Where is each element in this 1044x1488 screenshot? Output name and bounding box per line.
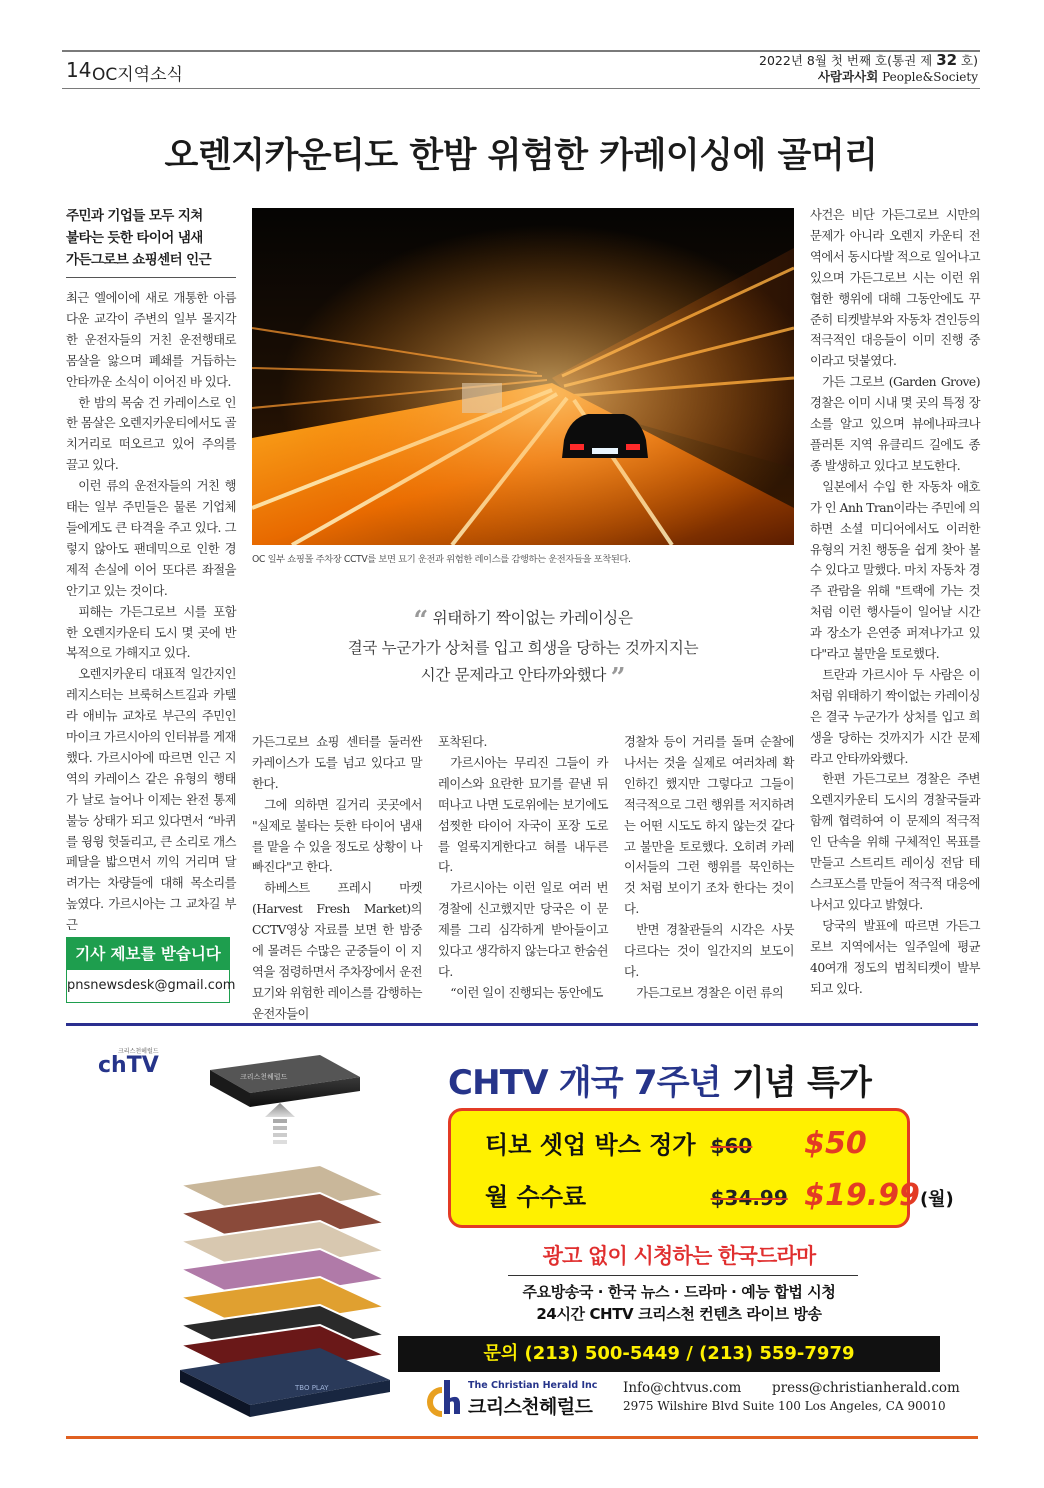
chtv-logo-text: chTV — [98, 1053, 159, 1078]
subhead-line: 가든그로브 쇼핑센터 인근 — [66, 252, 212, 268]
photo-caption: OC 일부 쇼핑몰 주차장 CCTV를 보면 묘기 운전과 위험한 레이스를 감행하는 운전자들을 포착된다. — [252, 554, 631, 565]
article-headline: 오렌지카운티도 한밤 위험한 카레이싱에 골머리 — [164, 136, 878, 176]
price2-old: $34.99 — [710, 1186, 788, 1210]
chtv-logo-small: 크리스천헤럴드 — [118, 1048, 159, 1055]
tv-box-and-screens-icon — [170, 1045, 400, 1425]
ad-feature-line-1: 주요방송국 · 한국 뉴스 · 드라마 · 예능 합법 시청 — [522, 1283, 836, 1301]
ad-divider — [508, 1275, 858, 1276]
open-quote-icon: “ — [413, 606, 428, 636]
product-illustration — [170, 1045, 400, 1425]
article-column-1 — [66, 288, 236, 936]
price-row-box — [485, 1125, 867, 1161]
price2-suffix: (월) — [919, 1189, 954, 1210]
paragraph: 트란과 가르시아 두 사람은 이처럼 위태하기 짝이없는 카레이싱은 결국 누군가가 상처를 입고 희생을 당하는 것까지가 시간 문제라고 안타까와했다. — [810, 667, 980, 766]
article-column-4 — [624, 732, 794, 1004]
page-number: 14 — [66, 58, 92, 82]
tip-box-title: 기사 제보를 받습니다 — [67, 938, 229, 970]
close-quote-icon: ” — [610, 663, 626, 693]
ad-title-black: 기념 특가 — [720, 1063, 872, 1103]
ad-top-border — [66, 1023, 978, 1026]
subhead-line: 불타는 듯한 타이어 냄새 — [66, 230, 203, 246]
paragraph: 경찰차 등이 거리를 돌며 순찰에 나서는 것을 실제로 여러차례 확인하긴 했지만 그렇다고 그들이 적극적으로 그런 행위를 저지하려는 어떤 시도도 하지 않는것 같다고 불만을 토로했다. 오히려 카레이서들의 그런 행위를 묵인하는 것 처럼 보이기 조차 한다는 것이다. — [624, 735, 794, 917]
ad-email-press[interactable]: press@christianherald.com — [772, 1380, 960, 1396]
paragraph: 사건은 비단 가든그로브 시만의 문제가 아니라 오렌지 카운티 전역에서 동시다발 적으로 일어나고 있으며 가든그로브 시는 이런 위협한 행위에 대해 그동안에도 꾸준히 티켓발부와 자동차 견인등의 적극적인 대응들이 이미 진행 중이라고 덧붙였다. — [810, 208, 980, 369]
price1-new: $50 — [804, 1126, 867, 1161]
price2-label: 월 수수료 — [485, 1183, 587, 1211]
quote-line: 시간 문제라고 안타까와했다 — [420, 666, 607, 684]
article-column-2 — [252, 732, 422, 1025]
paragraph: 피해는 가든그로브 시를 포함한 오렌지카운티 도시 몇 곳에 반복적으로 가해지고 있다. — [66, 604, 236, 661]
chtv-logo — [98, 1046, 159, 1078]
price2-new: $19.99 — [804, 1178, 920, 1213]
issue-prefix: 2022년 8월 첫 번째 호(통권 제 — [759, 53, 937, 68]
subhead-rule — [66, 277, 236, 278]
price1-old: $60 — [710, 1134, 753, 1158]
publication-ko: 사람과사회 — [817, 69, 879, 84]
price-box — [448, 1108, 954, 1228]
section-title: OC지역소식 — [92, 65, 183, 85]
ad-bottom-border — [66, 1436, 978, 1439]
paragraph: “이런 일이 진행되는 동안에도 — [450, 985, 603, 1000]
ad-address: 2975 Wilshire Blvd Suite 100 Los Angeles, CA 90010 — [623, 1399, 946, 1413]
paragraph: 반면 경찰관들의 시각은 사뭇 다르다는 것이 일간지의 보도이다. — [624, 923, 794, 979]
paragraph: 당국의 발표에 따르면 가든그로브 지역에서는 일주일에 평균 40여개 정도의 범칙티켓이 발부되고 있다. — [810, 918, 980, 996]
paragraph: 그에 의하면 길거리 곳곳에서 "실제로 불타는 듯한 타이어 냄새를 맡을 수 있을 정도로 상황이 나빠진다"고 한다. — [252, 797, 422, 875]
publication-en: People&Society — [882, 70, 978, 84]
paragraph: 이런 류의 운전자들의 거친 행태는 일부 주민들은 물론 기업체들에게도 큰 타격을 주고 있다. 그렇지 않아도 팬데믹으로 인한 경제적 손실에 이어 또다른 좌절을 안기고 있는 것이다. — [66, 479, 236, 598]
ad-title-blue: CHTV 개국 7주년 — [448, 1063, 721, 1103]
paragraph: 가든 그로브 (Garden Grove) 경찰은 이미 시내 몇 곳의 특정 장소를 알고 있으며 뷰에나파크나 플러톤 지역 유클리드 길에도 종종 발생하고 있다고 보도한다. — [810, 375, 980, 473]
tip-box-email[interactable]: pnsnewsdesk@gmail.com — [67, 978, 236, 993]
paragraph: 일본에서 수입 한 자동차 애호가 인 Anh Tran이라는 주민에 의하면 소셜 미디어에서도 이러한 유형의 거친 행동을 쉽게 찾아 볼 수 있다고 말했다. 마치 자동차 경주 관람을 위해 "트랙에 가는 것처럼 이런 행사들이 일어날 시간과 장소가 은연중 퍼져나가고 있다"라고 불만을 토로했다. — [810, 479, 981, 662]
paragraph: 가든그로브 쇼핑 센터를 둘러싼 카레이스가 도를 넘고 있다고 말한다. — [252, 735, 422, 791]
subhead-line: 주민과 기업들 모두 지쳐 — [66, 208, 203, 224]
paragraph: 가르시아는 무리진 그들이 카레이스와 요란한 묘기를 끝낸 뒤 떠나고 나면 도로위에는 보기에도 섬찟한 타이어 자국이 포장 도로를 얼룩지게한다고 혀를 내두른다. — [438, 755, 608, 875]
ad-red-tagline: 광고 없이 시청하는 한국드라마 — [542, 1244, 816, 1268]
player-brand: TBO PLAY — [295, 1384, 329, 1392]
ad-title — [448, 1055, 871, 1104]
article-subheads — [66, 205, 236, 271]
pull-quote — [252, 605, 794, 692]
issue-suffix: 호) — [957, 53, 978, 68]
paragraph: 가든그로브 경찰은 이런 류의 — [636, 985, 784, 1000]
paragraph: 최근 엘에이에 새로 개통한 아름다운 교각이 주변의 일부 몰지각한 운전자들의 거친 운전행태로 몸살을 앓으며 폐쇄를 거듭하는 안타까운 소식이 이어진 바 있다. — [66, 291, 236, 389]
article-column-3 — [438, 732, 608, 1004]
ad-feature-line-2: 24시간 CHTV 크리스천 컨텐츠 라이브 방송 — [536, 1305, 822, 1323]
paragraph: 포착된다. — [438, 735, 487, 749]
price-row-monthly — [485, 1177, 954, 1213]
article-column-5 — [810, 205, 980, 999]
article-photo — [252, 208, 794, 545]
issue-number: 32 — [936, 51, 958, 69]
night-highway-photo — [252, 208, 794, 545]
paragraph: 오렌지카운티 대표적 일간지인 레지스터는 브룩허스트길과 카텔라 애비뉴 교차로 부근의 주민인 마이크 가르시아의 인터뷰를 게재했다. 가르시아에 따르면 인근 지역의 카레이스 같은 유형의 행태가 날로 늘어나 이제는 완전 통제불능 상태가 되고 있다면서 “바퀴를 윙윙 헛돌리고, 큰 소리로 개스 페달을 밟으면서 끼익 거리며 달려가는 차량들에 대해 목소리를 높였다. 가르시아는 그 교차길 부근 — [66, 667, 236, 933]
ad-email-info[interactable]: Info@chtvus.com — [623, 1380, 742, 1396]
box-brand: 크리스천헤럴드 — [240, 1073, 288, 1081]
paragraph: 한 밤의 목숨 건 카레이스로 인한 몸살은 오렌지카운티에서도 골치거리로 떠오르고 있어 주의를 끌고 있다. — [66, 395, 236, 473]
news-tip-box — [66, 937, 236, 1003]
company-name-en: The Christian Herald Inc — [468, 1380, 598, 1391]
quote-line: 결국 누군가가 상처를 입고 희생을 당하는 것까지지는 — [347, 639, 699, 657]
price1-label: 티보 셋업 박스 정가 — [485, 1131, 696, 1159]
quote-line: 위태하기 짝이없는 카레이싱은 — [432, 609, 633, 627]
paragraph: 한편 가든그로브 경찰은 주변 오렌지카운티 도시의 경찰국들과 함께 협력하여 이 문제의 적극적인 단속을 위해 구체적인 목표를 만들고 스트리트 레이싱 전담 테스크포스를 만들어 적극적 대응에 나서고 있다고 밝혔다. — [810, 772, 980, 912]
header-bottom-rule — [62, 88, 980, 89]
christian-herald-mark-icon — [420, 1378, 464, 1418]
company-name-ko: 크리스천헤럴드 — [468, 1396, 593, 1418]
issue-info — [759, 52, 978, 85]
paragraph: 하베스트 프레시 마켓(Harvest Fresh Market)의 CCTV영상 자료를 보면 한 밤중에 몰려든 수많은 군중들이 이 지역을 점령하면서 주차장에서 운전 묘기와 위험한 레이스를 감행하는 운전자들이 — [252, 881, 422, 1021]
paragraph: 가르시아는 이런 일로 여러 번 경찰에 신고했지만 당국은 이 문제를 그리 심각하게 받아들이고 있다고 생각하지 않는다고 한숨쉰다. — [438, 881, 608, 979]
ad-contact-bar[interactable]: 문의 (213) 500-5449 / (213) 559-7979 — [398, 1336, 940, 1372]
